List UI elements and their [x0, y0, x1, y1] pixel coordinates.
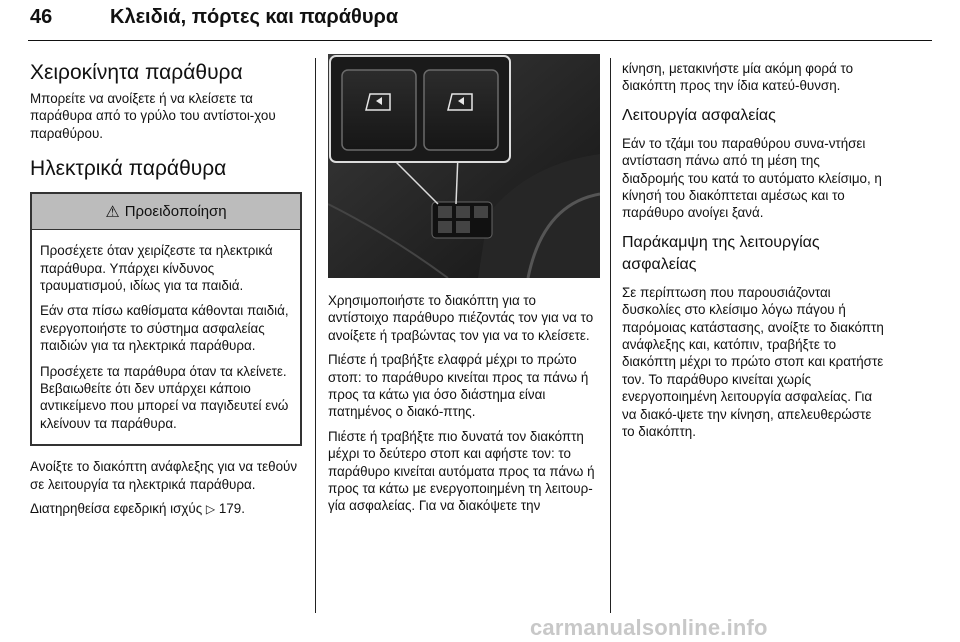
warning-title: Προειδοποίηση	[124, 203, 227, 221]
retained-power-ref[interactable]: 179.	[218, 501, 245, 517]
warning-paragraph: Προσέχετε τα παράθυρα όταν τα κλείνετε. Βεβαιωθείτε ότι δεν υπάρχει κάποιο αντικείμενο που μπορεί να παγιδευτεί ενώ κλείνουν τα παράθυρα.	[40, 363, 289, 431]
page-number: 46	[30, 6, 53, 28]
continuation-text: κίνηση, μετακινήστε μία ακόμη φορά το διακόπτη προς την ίδια κατεύ-θυνση.	[622, 61, 854, 94]
page-reference-arrow-icon: ▷	[205, 502, 216, 517]
warning-header	[32, 194, 300, 230]
ignition-text: Ανοίξτε το διακόπτη ανάφλεξης για να τεθούν σε λειτουργία τα ηλεκτρικά παράθυρα.	[30, 459, 298, 492]
first-stop-text: Πιέστε ή τραβήξτε ελαφρά μέχρι το πρώτο στοπ: το παράθυρο κινείται προς τα πάνω ή προς τα κάτω για όσο διάστημα είναι πατημένος ο διακό-πτης.	[328, 352, 589, 420]
column-middle	[328, 60, 600, 522]
column-divider	[610, 58, 611, 613]
column-divider	[315, 58, 316, 613]
page-header	[30, 6, 930, 34]
running-title: Κλειδιά, πόρτες και παράθυρα	[110, 6, 399, 28]
safety-function-text: Εάν το τζάμι του παραθύρου συνα-ντήσει αντίσταση πάνω από τη μέση της διαδρομής του κατά το αυτόματο κλείσιμο, η κίνησή του διακόπτεται αμέσως και το παράθυρο ανοίγει ξανά.	[622, 135, 882, 221]
warning-paragraph: Εάν στα πίσω καθίσματα κάθονται παιδιά, ενεργοποιήστε το σύστημα ασφαλείας παιδιών για τα ηλεκτρικά παράθυρα.	[40, 303, 289, 354]
watermark: carmanualsonline.info	[530, 615, 768, 640]
warning-triangle-icon: ⚠	[105, 203, 120, 221]
warning-paragraph: Προσέχετε όταν χειρίζεστε τα ηλεκτρικά παράθυρα. Υπάρχει κίνδυνος τραυματισμού, ιδίως για τα παιδιά.	[40, 243, 273, 294]
retained-power-label: Διατηρηθείσα εφεδρική ισχύς	[30, 501, 203, 517]
warning-box	[30, 192, 302, 446]
retained-power-text	[30, 500, 302, 518]
override-safety-text: Σε περίπτωση που παρουσιάζονται δυσκολίες στο κλείσιμο λόγω πάγου ή παρόμοιας κατάστασης, ανοίξτε το διακόπτη ανάφλεξης και, κατόπιν, τραβήξτε το διακόπτη μέχρι το πρώτο στοπ και κρατήστε τον. Το παράθυρο κινείται χωρίς ενεργοποιημένη λειτουργία ασφαλείας. Για να διακό-ψετε την κίνηση, απελευθερώστε το διακόπτη.	[622, 284, 884, 440]
switch-usage-text: Χρησιμοποιήστε το διακόπτη για το αντίστοιχο παράθυρο πιέζοντάς τον για να το ανοίξετε ή τραβώντας τον για να το κλείσετε.	[328, 293, 594, 343]
heading-safety-function: Λειτουργία ασφαλείας	[622, 106, 776, 124]
column-right	[622, 60, 884, 448]
window-switch-photo	[328, 54, 600, 278]
header-rule	[28, 40, 932, 41]
manual-windows-text: Μπορείτε να ανοίξετε ή να κλείσετε τα παράθυρα από το γρύλο του αντίστοι-χου παραθύρου.	[30, 91, 276, 141]
warning-body	[32, 230, 300, 444]
heading-electric-windows: Ηλεκτρικά παράθυρα	[30, 157, 227, 181]
column-left	[30, 60, 302, 526]
heading-override-safety: Παράκαμψη της λειτουργίας ασφαλείας	[622, 233, 820, 273]
heading-manual-windows: Χειροκίνητα παράθυρα	[30, 61, 243, 84]
second-stop-text: Πιέστε ή τραβήξτε πιο δυνατά τον διακόπτη μέχρι το δεύτερο στοπ και αφήστε τον: το παράθυρο κινείται αυτόματα προς τα πάνω ή προς τα κάτω με ενεργοποιημένη τη λειτουρ-γία ασφαλείας. Για να διακόψετε την	[328, 428, 595, 514]
